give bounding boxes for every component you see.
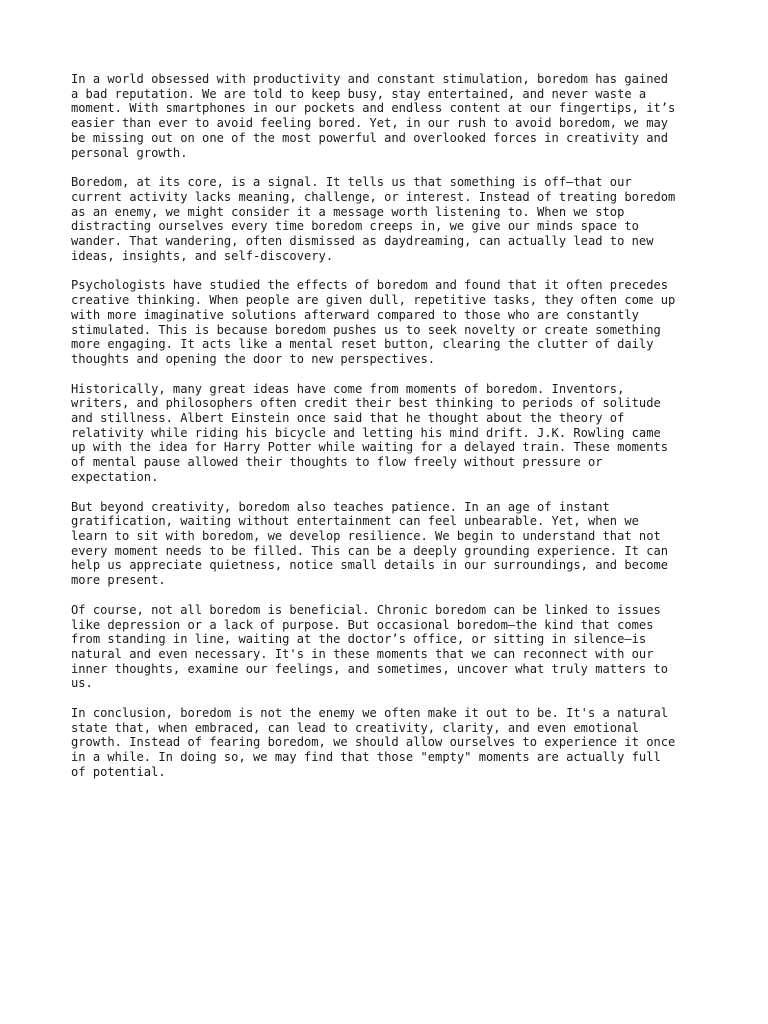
paragraph-4: Historically, many great ideas have come from moments of boredom. Inventors, writers, and philosophers often credit their best thinking to periods of solitude and stillness. Albert Einstein once said that he thought about the theory of relativity while riding his bicycle and letting his mind drift. J.K. Rowling came up with the idea for Harry Potter while waiting for a delayed train. These moments of mental pause allowed their thoughts to flow freely without pressure or expectation.: [71, 381, 669, 484]
paragraph-6: Of course, not all boredom is beneficial. Chronic boredom can be linked to issues like depression or a lack of purpose. But occasional boredom—the kind that comes from standing in line, waiting at the doctor’s office, or sitting in silence—is natural and even necessary. It's in these moments that we can reconnect with our inner thoughts, examine our feelings, and sometimes, uncover what truly matters to us.: [71, 602, 669, 691]
paragraph-1: In a world obsessed with productivity and constant stimulation, boredom has gained a bad reputation. We are told to keep busy, stay entertained, and never waste a moment. With smartphones in our pockets and endless content at our fingertips, it’s easier than ever to avoid feeling bored. Yet, in our rush to avoid boredom, we may be missing out on one of the most powerful and overlooked forces in creativity and personal growth.: [71, 72, 676, 160]
paragraph-5: But beyond creativity, boredom also teaches patience. In an age of instant gratification, waiting without entertainment can feel unbearable. Yet, when we learn to sit with boredom, we develop resilience. We begin to understand that not every moment needs to be filled. This can be a deeply grounding experience. It can help us appreciate quietness, notice small details in our surroundings, and become more present.: [71, 499, 669, 588]
document-body: [71, 72, 711, 795]
paragraph-3: Psychologists have studied the effects of boredom and found that it often precedes creative thinking. When people are given dull, repetitive tasks, they often come up with more imaginative solutions afterward compared to those who are constantly stimulated. This is because boredom pushes us to seek novelty or create something more engaging. It acts like a mental reset button, clearing the clutter of daily thoughts and opening the door to new perspectives.: [71, 278, 676, 366]
paragraph-2: Boredom, at its core, is a signal. It tells us that something is off—that our current activity lacks meaning, challenge, or interest. Instead of treating boredom as an enemy, we might consider it a message worth listening to. When we stop distracting ourselves every time boredom creeps in, we give our minds space to wander. That wandering, often dismissed as daydreaming, can actually lead to new ideas, insights, and self-discovery.: [71, 175, 676, 263]
paragraph-7: In conclusion, boredom is not the enemy we often make it out to be. It's a natural state that, when embraced, can lead to creativity, clarity, and even emotional growth. Instead of fearing boredom, we should allow ourselves to experience it once in a while. In doing so, we may find that those "empty" moments are actually full of potential.: [71, 706, 676, 779]
